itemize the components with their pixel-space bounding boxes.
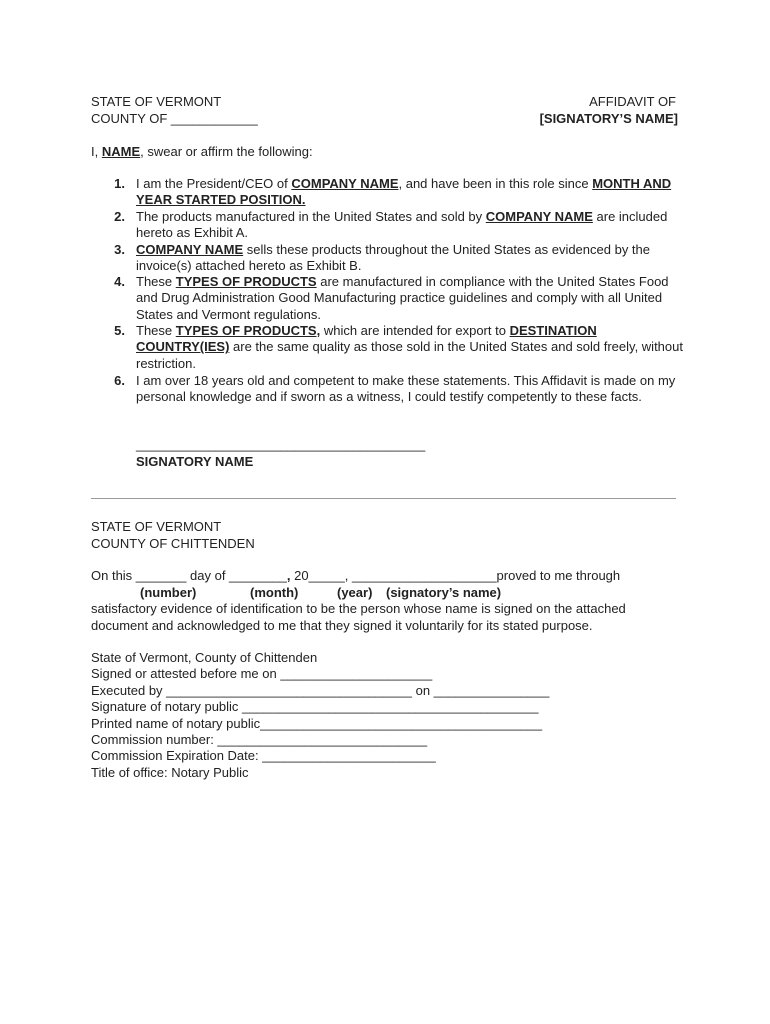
- item-3-text-b: sells these products throughout the United States as evidenced by the invoice(s) attached hereto as Exhibit B.: [136, 242, 651, 274]
- block-line-3: Executed by __________________________________ on ________________: [91, 683, 550, 698]
- year-part-text: 20_____, ____________________proved to me through: [290, 568, 621, 583]
- block-line-8: Title of office: Notary Public: [91, 765, 249, 780]
- block-line-4: Signature of notary public _________________________________________: [91, 699, 539, 714]
- item-number-6: 6.: [114, 373, 125, 388]
- hint-year: (year): [337, 585, 373, 600]
- on-this-comma: ,: [286, 568, 291, 583]
- item-number-4: 4.: [114, 274, 125, 289]
- item-5-product-types: TYPES OF PRODUCTS,: [175, 323, 321, 338]
- item-1-company-name: COMPANY NAME: [291, 176, 399, 191]
- block-line-7: Commission Expiration Date: ________________________: [91, 748, 436, 763]
- item-3-company-name: COMPANY NAME: [136, 242, 244, 257]
- item-2-company-name: COMPANY NAME: [485, 209, 593, 224]
- header-state: STATE OF VERMONT: [91, 94, 222, 109]
- item-5-text-e: are the same quality as those sold in the United States and sold freely, without restriction.: [136, 339, 683, 371]
- intro-suffix: , swear or affirm the following:: [140, 144, 313, 159]
- list-item-4: [136, 274, 684, 323]
- evidence-line-2: document and acknowledged to me that they signed it voluntarily for its stated purpose.: [91, 618, 593, 633]
- header-county: COUNTY OF ____________: [91, 111, 258, 126]
- list-item-2: [136, 209, 684, 242]
- block-line-2: Signed or attested before me on _____________________: [91, 666, 433, 681]
- hint-month: (month): [250, 585, 299, 600]
- item-4-text-a: These: [136, 274, 176, 289]
- item-1-text-a: I am the President/CEO of: [136, 176, 292, 191]
- hint-signatory: (signatory’s name): [386, 585, 502, 600]
- item-number-2: 2.: [114, 209, 125, 224]
- notary-county: COUNTY OF CHITTENDEN: [91, 536, 255, 551]
- item-1-start-date: MONTH AND YEAR STARTED POSITION.: [136, 176, 672, 208]
- signature-line: ________________________________________: [136, 437, 426, 452]
- section-divider: [91, 498, 676, 499]
- block-line-6: Commission number: _____________________________: [91, 732, 428, 747]
- block-line-1: State of Vermont, County of Chittenden: [91, 650, 318, 665]
- item-2-text-a: The products manufactured in the United States and sold by: [136, 209, 486, 224]
- hint-number: (number): [140, 585, 197, 600]
- item-5-text-c: which are intended for export to: [320, 323, 510, 338]
- item-5-text-a: These: [136, 323, 176, 338]
- signatory-name-label: SIGNATORY NAME: [136, 454, 254, 469]
- affidavit-title: AFFIDAVIT OF: [589, 94, 676, 109]
- item-6-text: I am over 18 years old and competent to make these statements. This Affidavit is made on my personal knowledge and if sworn as a witness, I could testify competently to these facts.: [136, 373, 676, 405]
- block-line-5: Printed name of notary public_______________________________________: [91, 716, 543, 731]
- list-item-3: [136, 242, 684, 275]
- notary-on-this-line: [91, 568, 620, 584]
- item-2-text-c: are included hereto as Exhibit A.: [136, 209, 668, 241]
- item-1-text-c: , and have been in this role since: [398, 176, 593, 191]
- intro-line: [91, 144, 313, 160]
- evidence-line-1: satisfactory evidence of identification to be the person whose name is signed on the attached: [91, 601, 626, 616]
- item-4-product-types: TYPES OF PRODUCTS: [175, 274, 317, 289]
- intro-name: NAME: [101, 144, 141, 159]
- item-number-1: 1.: [114, 176, 125, 191]
- item-number-3: 3.: [114, 242, 125, 257]
- item-number-5: 5.: [114, 323, 125, 338]
- list-item-6: [136, 373, 684, 406]
- list-item-1: [136, 176, 684, 209]
- signatory-name-heading: [SIGNATORY’S NAME]: [539, 111, 678, 126]
- list-item-5: [136, 323, 684, 372]
- intro-prefix: I,: [91, 144, 102, 159]
- notary-state: STATE OF VERMONT: [91, 519, 222, 534]
- item-5-destination: DESTINATION COUNTRY(IES): [136, 323, 597, 355]
- on-this-text: On this _______ day of ________: [91, 568, 287, 583]
- item-4-text-c: are manufactured in compliance with the United States Food and Drug Administration Good Manufacturing practice guidelines and comply with all United States and Vermont regulations.: [136, 274, 669, 322]
